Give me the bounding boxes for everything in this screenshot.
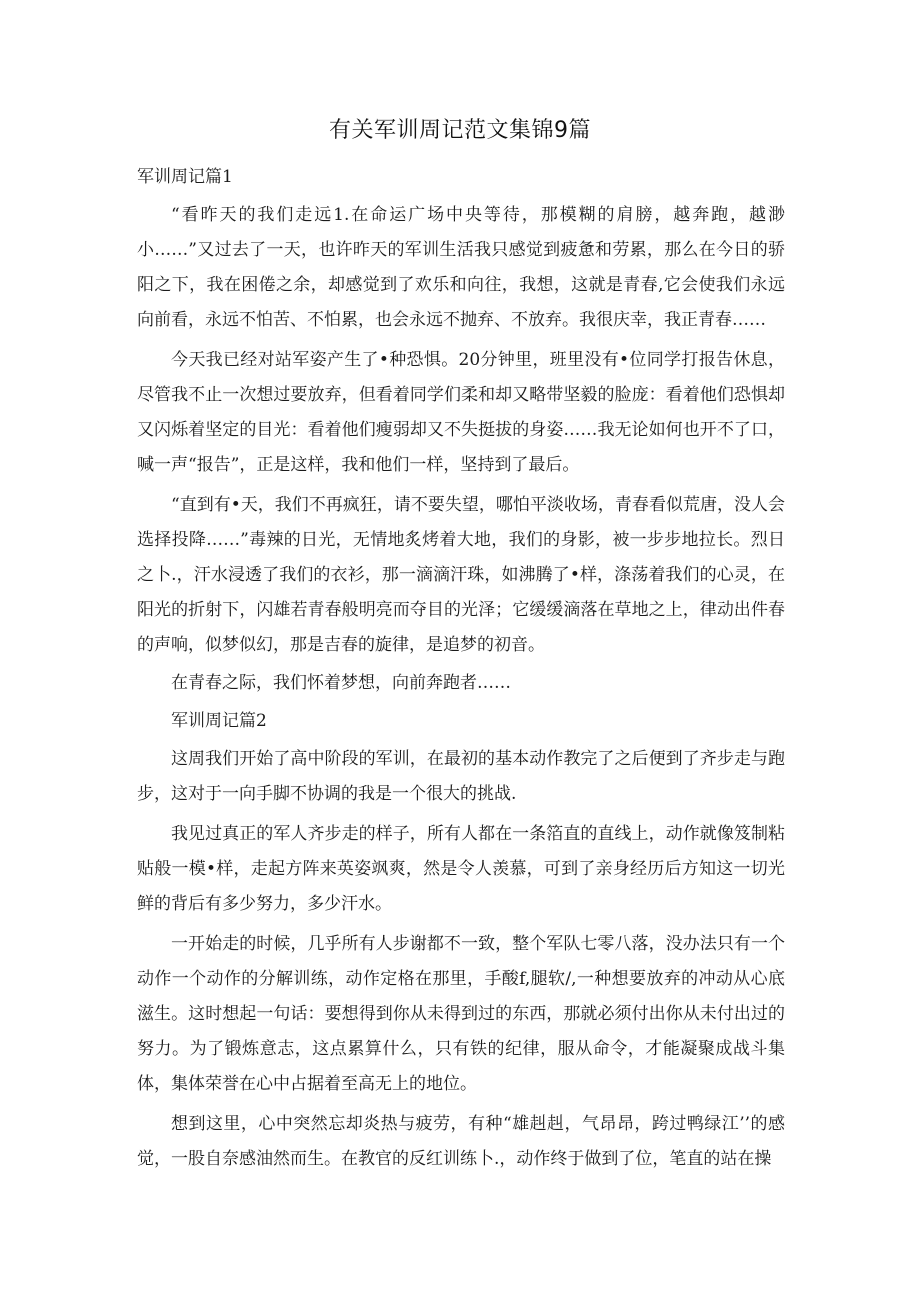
paragraph: 这周我们开始了高中阶段的军训，在最初的基本动作教完了之后便到了齐步走与跑步，这对于一向手脚不协调的我是一个很大的挑战.: [137, 749, 785, 804]
section-heading-2: 军训周记篇2: [171, 711, 267, 731]
document-body: [137, 160, 785, 1177]
paragraph: 一开始走的时候，几乎所有人步谢都不一致，整个军队七零八落，没办法只有一个动作一个动作的分解训练，动作定格在那里，手酸f,腿软/,一种想要放弃的冲动从心底滋生。这时想起一句话：要想得到你从未得到过的东西，那就必须付出你从未付出过的努力。为了锻炼意志，这点累算什么，只有铁的纪律，服从命令，才能凝聚成战斗集体，集体荣誉在心中占据着至高无上的地位。: [137, 934, 785, 1094]
paragraph: 想到这里，心中突然忘却炎热与疲劳，有种“雄赳赳，气昂昂，跨过鸭绿江’’的感觉，一股自奈感油然而生。在教官的反红训练卜.，动作终于做到了位，笔直的站在操: [137, 1114, 785, 1169]
paragraph: “直到有•天，我们不再疯狂，请不要失望，哪怕平淡收场，青春看似荒唐，没人会选择投降……”毒辣的日光，无情地炙烤着大地，我们的身影，被一步步地拉长。烈日之卜.，汗水浸透了我们的衣衫，那一滴滴汗珠，如沸腾了•样，涤荡着我们的心灵，在阳光的折射下，闪雄若青春般明亮而夺目的光泽；它缓缓滴落在草地之上，律动出件春的声响，似梦似幻，那是吉春的旋律，是追梦的初音。: [137, 495, 785, 655]
paragraph: 我见过真正的军人齐步走的样子，所有人都在一条箔直的直线上，动作就像笈制粘贴般一模•样，走起方阵来英姿飒爽，然是令人羡慕，可到了亲身经历后方知这一切光鲜的背后有多少努力，多少汗水。: [137, 824, 785, 914]
section-heading-1: 军训周记篇1: [137, 167, 233, 187]
paragraph: 今天我已经对站军姿产生了•种恐惧。20分钟里，班里没有•位同学打报告休息，尽管我不止一次想过要放弃，但看着同学们柔和却又略带坚毅的脸庞：看着他们恐惧却又闪烁着坚定的目光：看着他们瘦弱却又不失挺拔的身姿……我无论如何也开不了口，喊一声“报告”，正是这样，我和他们一样，坚持到了最后。: [137, 350, 785, 475]
paragraph: 在青春之际，我们怀着梦想，向前奔跑者……: [171, 673, 511, 693]
document-title: 有关军训周记范文集锦9篇: [329, 118, 591, 143]
paragraph: “看昨天的我们走远1.在命运广场中央等待，那模糊的肩膀，越奔跑，越渺小……”又过去了一天，也许昨天的军训生活我只感觉到疲惫和劳累，那么在今日的骄阳之下，我在困倦之余，却感觉到了欢乐和向往，我想，这就是青春,它会使我们永远向前看，永远不怕苦、不怕累，也会永远不抛弃、不放弃。我很庆幸，我正青春……: [137, 205, 785, 330]
